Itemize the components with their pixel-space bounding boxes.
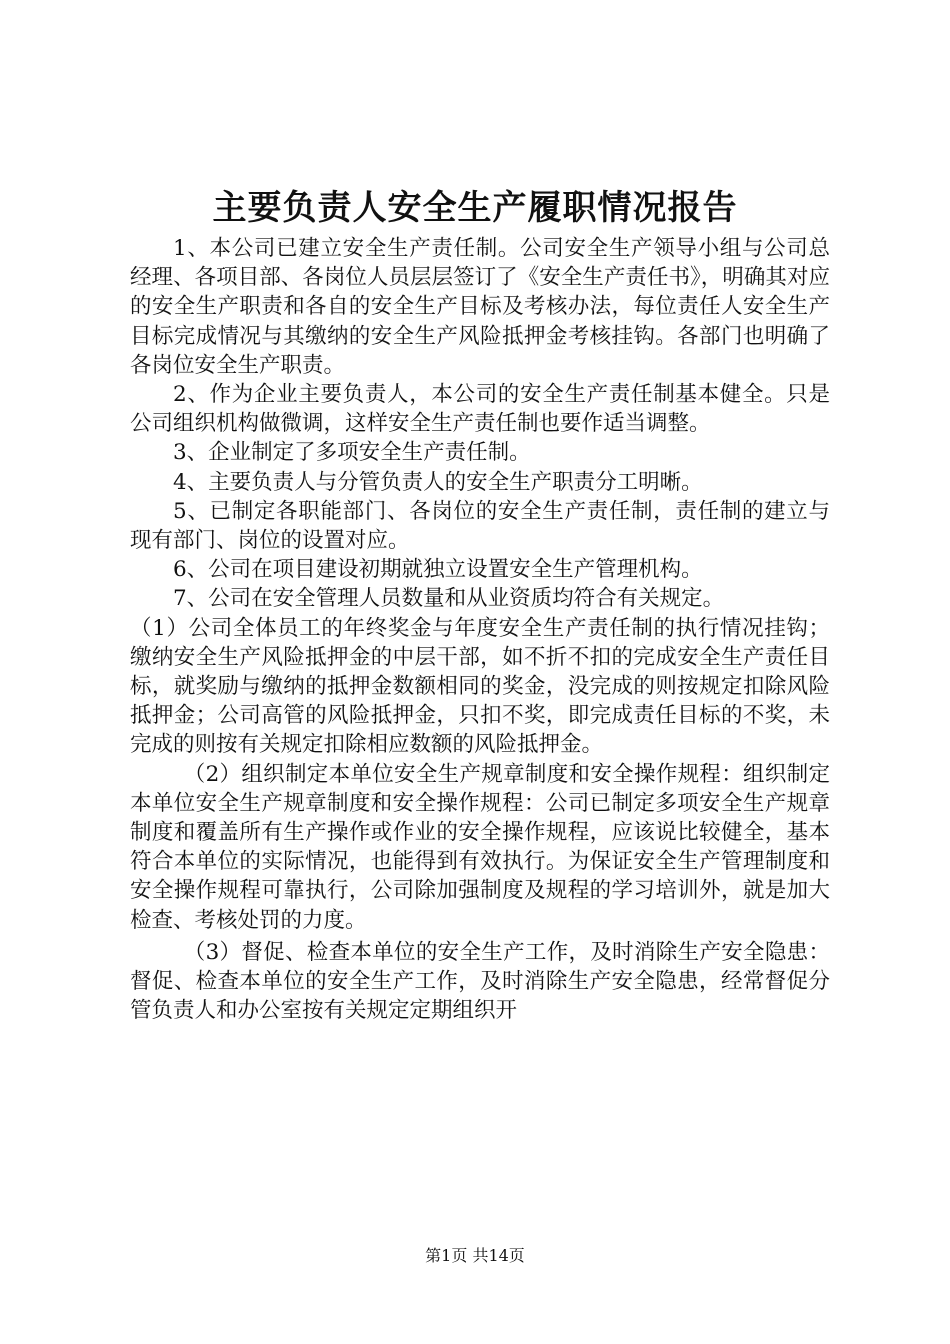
paragraph-4: 4、主要负责人与分管负责人的安全生产职责分工明晰。 (173, 469, 703, 495)
paragraph-2: 2、作为企业主要负责人，本公司的安全生产责任制基本健全。只是公司组织机构做微调，这样安全生产责任制也要作适当调整。 (130, 382, 830, 437)
paragraph-7: 7、公司在安全管理人员数量和从业资质均符合有关规定。 (173, 586, 725, 612)
paragraph-1: 1、本公司已建立安全生产责任制。公司安全生产领导小组与公司总经理、各项目部、各岗位人员层层签订了《安全生产责任书》，明确其对应的安全生产职责和各自的安全生产目标及考核办法，每位责任人安全生产目标完成情况与其缴纳的安全生产风险抵押金考核挂钩。各部门也明确了各岗位安全生产职责。 (130, 236, 830, 378)
paragraph-8: （1）公司全体员工的年终奖金与年度安全生产责任制的执行情况挂钩；缴纳安全生产风险抵押金的中层干部，如不折不扣的完成安全生产责任目标，就奖励与缴纳的抵押金数额相同的奖金，没完成的则按规定扣除风险抵押金；公司高管的风险抵押金，只扣不奖，即完成责任目标的不奖，未完成的则按有关规定扣除相应数额的风险抵押金。 (130, 615, 830, 758)
paragraph-9: （2）组织制定本单位安全生产规章制度和安全操作规程：组织制定本单位安全生产规章制度和安全操作规程：公司已制定多项安全生产规章制度和覆盖所有生产操作或作业的安全操作规程，应该说比较健全，基本符合本单位的实际情况，也能得到有效执行。为保证安全生产管理制度和安全操作规程可靠执行，公司除加强制度及规程的学习培训外，就是加大检查、考核处罚的力度。 (130, 761, 830, 933)
paragraph-3: 3、企业制定了多项安全生产责任制。 (173, 440, 531, 466)
page-number: 第1页 共14页 (425, 1246, 525, 1265)
document-title: 主要负责人安全生产履职情况报告 (212, 188, 738, 228)
paragraph-5: 5、已制定各职能部门、各岗位的安全生产责任制，责任制的建立与现有部门、岗位的设置对应。 (130, 498, 830, 554)
document-body (130, 234, 830, 1025)
paragraph-10: （3）督促、检查本单位的安全生产工作，及时消除生产安全隐患：督促、检查本单位的安全生产工作，及时消除生产安全隐患，经常督促分管负责人和办公室按有关规定定期组织开 (130, 939, 830, 1024)
paragraph-6: 6、公司在项目建设初期就独立设置安全生产管理机构。 (173, 557, 703, 583)
